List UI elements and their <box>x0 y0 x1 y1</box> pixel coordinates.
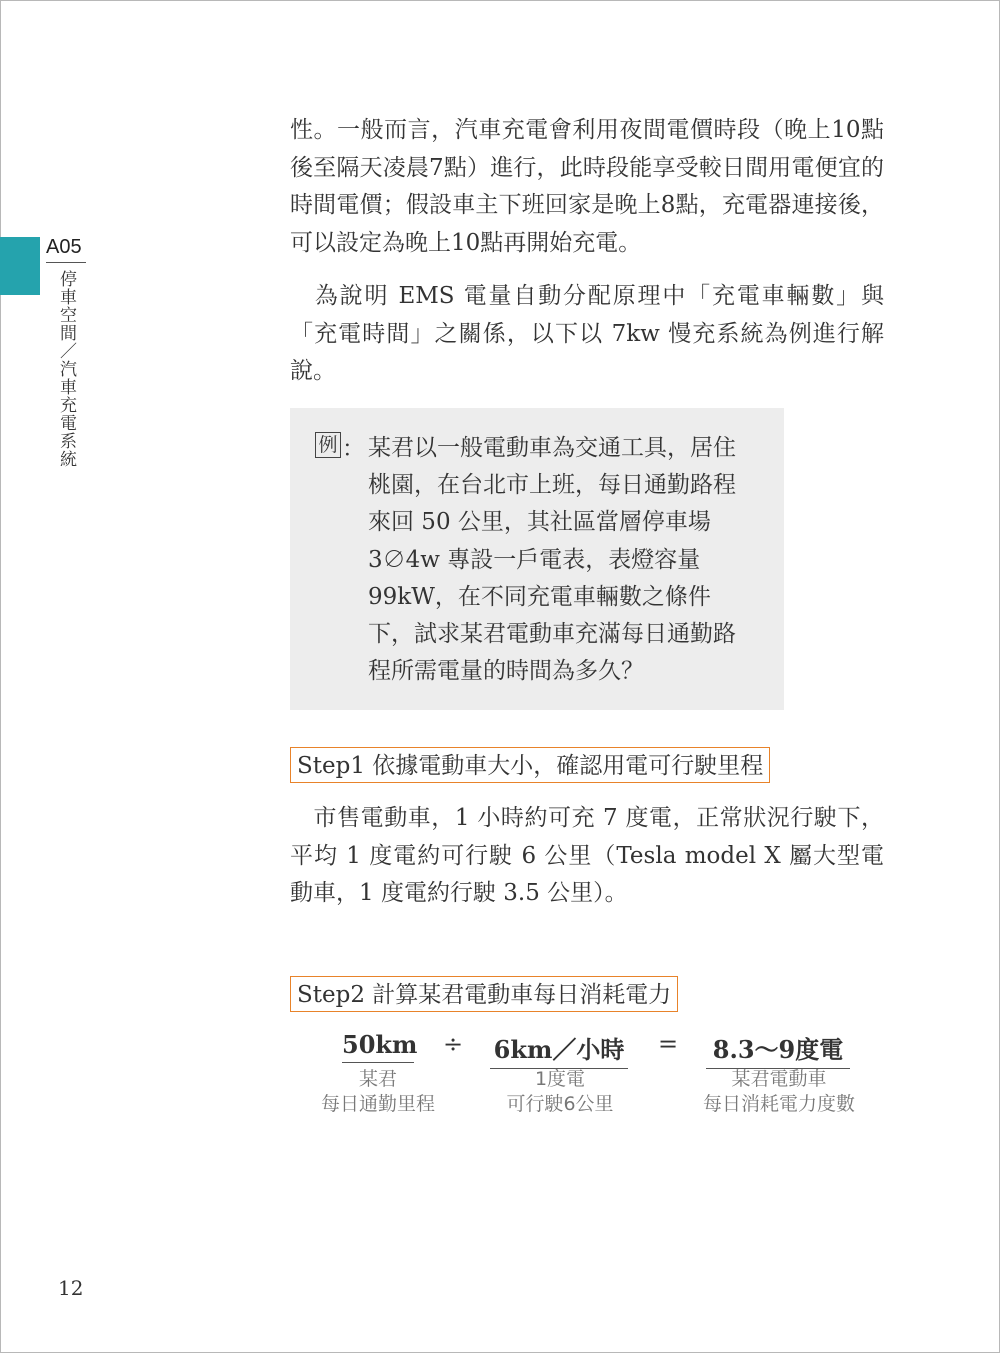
equation-label-2 <box>490 1067 630 1117</box>
equation-label-2-line-1: 1度電 <box>534 1068 586 1090</box>
equation-equals: = <box>658 1030 679 1058</box>
equation-divide: ÷ <box>443 1030 464 1058</box>
equation-label-3-line-1: 某君電動車 <box>731 1068 827 1090</box>
chapter-tab <box>0 237 40 295</box>
chapter-title: 停車空間／汽車充電系統 <box>56 270 76 468</box>
equation-label-3-line-2: 每日消耗電力度數 <box>702 1093 855 1115</box>
equation-term-3: 8.3～9度電 <box>706 1030 850 1069</box>
page-number: 12 <box>58 1276 84 1300</box>
step-2-heading: Step2 計算某君電動車每日消耗電力 <box>290 976 678 1012</box>
equation-label-2-line-2: 可行駛6公里 <box>506 1093 614 1115</box>
example-tag: 例 <box>315 432 341 458</box>
equation-term-2: 6km／小時 <box>490 1030 628 1069</box>
equation-label-3 <box>690 1067 868 1117</box>
paragraph-1: 性。一般而言，汽車充電會利用夜間電價時段（晚上10點後至隔天凌晨7點）進行，此時段能享受較日間用電便宜的時間電價；假設車主下班回家是晚上8點，充電器連接後，可以設定為晚上10點再開始充電。 <box>290 117 884 256</box>
example-colon: ： <box>342 436 365 462</box>
chapter-code: A05 <box>46 236 82 258</box>
equation-label-1 <box>308 1067 448 1117</box>
paragraph-3: 市售電動車，1 小時約可充 7 度電，正常狀況行駛下，平均 1 度電約可行駛 6 公里（Tesla model X 屬大型電動車，1 度電約行駛 3.5 公里）。 <box>290 805 884 906</box>
step-1-heading: Step1 依據電動車大小，確認用電可行駛里程 <box>290 747 770 783</box>
chapter-rule <box>46 262 86 263</box>
equation-label-1-line-2: 每日通勤里程 <box>320 1093 435 1115</box>
equation-label-1-line-1: 某君 <box>358 1068 397 1090</box>
equation-term-1: 50km <box>342 1030 414 1063</box>
example-text: 某君以一般電動車為交通工具，居住桃園，在台北市上班，每日通勤路程來回 50 公里，其社區當層停車場 3∅4w 專設一戶電表，表燈容量99kW，在不同充電車輛數之條件下，試求某君電動車充滿每日通勤路程所需電量的時間為多久？ <box>368 435 736 685</box>
paragraph-2: 為說明 EMS 電量自動分配原理中「充電車輛數」與「充電時間」之關係，以下以 7kw 慢充系統為例進行解說。 <box>290 283 884 384</box>
